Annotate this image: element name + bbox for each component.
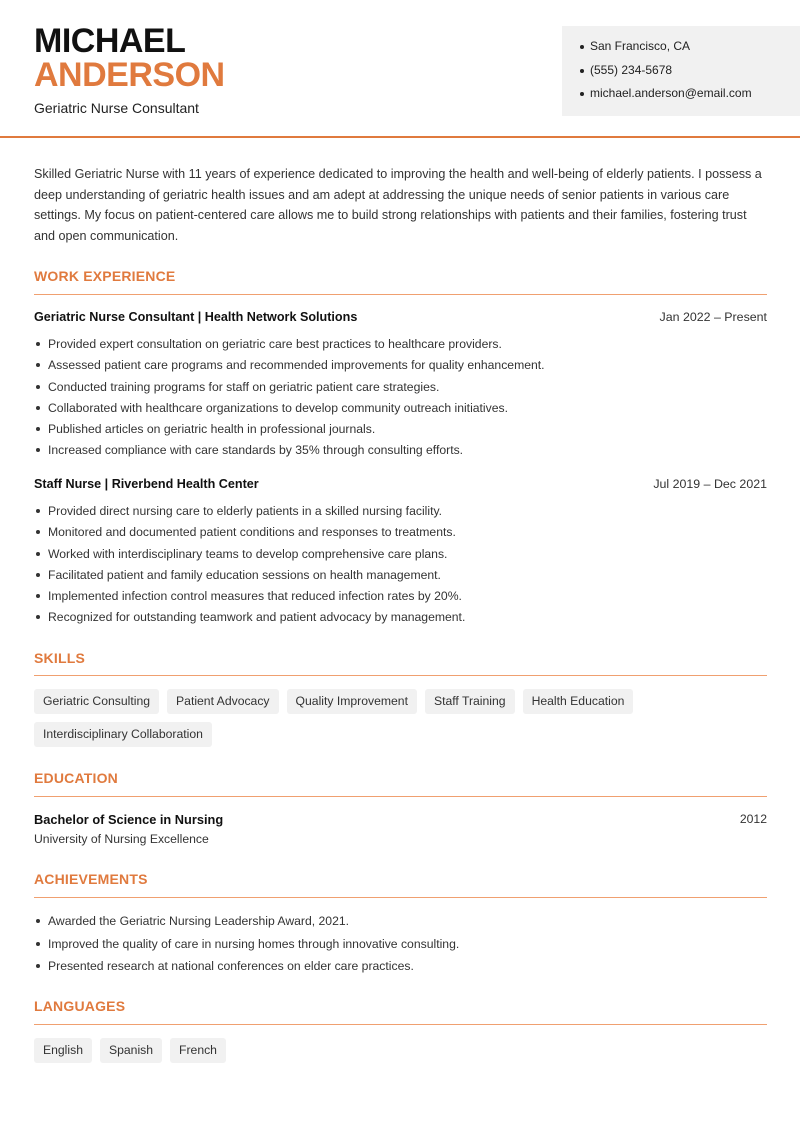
list-item-text: Recognized for outstanding teamwork and patient advocacy by management. (48, 610, 466, 625)
job-role: Staff Nurse | Riverbend Health Center (34, 477, 259, 491)
skill-chip: Quality Improvement (287, 689, 417, 714)
list-item (34, 546, 767, 567)
list-item-text: Provided expert consultation on geriatric care best practices to healthcare providers. (48, 337, 502, 351)
first-name: MICHAEL (34, 22, 186, 60)
list-item (34, 567, 767, 588)
list-item-text: Conducted training programs for staff on geriatric patient care strategies. (48, 379, 440, 394)
education-degree: Bachelor of Science in Nursing (34, 812, 224, 827)
section-divider (34, 675, 767, 676)
job-header-1 (34, 310, 767, 324)
bullet-icon (36, 530, 40, 534)
bullet-icon (36, 615, 40, 619)
section-title-work: WORK EXPERIENCE (34, 268, 176, 284)
list-item (34, 379, 767, 400)
list-item-text: Published articles on geriatric health in professional journals. (48, 422, 376, 437)
job-dates: Jan 2022 – Present (659, 310, 767, 324)
bullet-icon (36, 552, 40, 556)
bullet-icon (36, 964, 40, 968)
language-chip: Spanish (100, 1038, 162, 1063)
language-chip: English (34, 1038, 92, 1063)
education-year: 2012 (739, 812, 767, 826)
contact-email-text: michael.anderson@email.com (590, 86, 752, 100)
list-item-text: Provided direct nursing care to elderly patients in a skilled nursing facility. (48, 504, 443, 518)
bullet-icon (36, 919, 40, 923)
list-item-text: Presented research at national conferences on elder care practices. (48, 959, 414, 973)
list-item-text: Assessed patient care programs and recommended improvements for quality enhancement. (48, 358, 545, 373)
bullet-icon (36, 427, 40, 431)
bullet-icon (36, 942, 40, 946)
list-item (34, 936, 767, 959)
contact-email (580, 85, 800, 109)
skill-chip: Geriatric Consulting (34, 689, 159, 714)
job-bullets-2 (34, 503, 767, 631)
list-item (34, 357, 767, 378)
list-item (34, 524, 767, 545)
skill-chip: Interdisciplinary Collaboration (34, 722, 212, 747)
bullet-icon (580, 92, 584, 96)
skill-chip: Health Education (523, 689, 634, 714)
last-name: ANDERSON (34, 56, 225, 94)
job-bullets-1 (34, 336, 767, 464)
contact-phone (580, 62, 800, 86)
list-item (34, 609, 767, 630)
contact-location (580, 38, 800, 62)
resume-header (0, 0, 800, 138)
section-divider (34, 796, 767, 797)
job-role: Geriatric Nurse Consultant | Health Network Solutions (34, 310, 358, 324)
list-item-text: Collaborated with healthcare organizations to develop community outreach initiatives. (48, 400, 508, 415)
contact-location-text: San Francisco, CA (590, 39, 691, 53)
bullet-icon (36, 406, 40, 410)
list-item (34, 336, 767, 357)
section-divider (34, 1024, 767, 1025)
bullet-icon (580, 69, 584, 73)
summary-paragraph: Skilled Geriatric Nurse with 11 years of experience dedicated to improving the health and well-being of elderly patients. I possess a deep understanding of geriatric health issues and am adept at addressing the unique needs of senior patients in various care settings. My focus on patient-centered care allows me to build strong relationships with patients and their families, fostering trust and open communication. (34, 167, 762, 243)
list-item-text: Facilitated patient and family education sessions on health management. (48, 567, 441, 582)
education-school: University of Nursing Excellence (34, 832, 209, 846)
list-item-text: Increased compliance with care standards by 35% through consulting efforts. (48, 443, 464, 458)
bullet-icon (36, 363, 40, 367)
list-item-text: Awarded the Geriatric Nursing Leadership Award, 2021. (48, 914, 350, 928)
list-item (34, 400, 767, 421)
education-header (34, 812, 767, 827)
list-item-text: Worked with interdisciplinary teams to develop comprehensive care plans. (48, 546, 448, 561)
bullet-icon (36, 448, 40, 452)
list-item (34, 913, 767, 936)
job-title: Geriatric Nurse Consultant (34, 100, 199, 116)
job-dates: Jul 2019 – Dec 2021 (653, 477, 767, 491)
job-header-2 (34, 477, 767, 491)
list-item-text: Improved the quality of care in nursing homes through innovative consulting. (48, 936, 460, 951)
achievements-list (34, 913, 767, 981)
skills-list (34, 689, 774, 747)
list-item (34, 421, 767, 442)
section-divider (34, 294, 767, 295)
section-title-achievements: ACHIEVEMENTS (34, 871, 148, 887)
contact-box (562, 26, 800, 116)
bullet-icon (36, 385, 40, 389)
bullet-icon (36, 342, 40, 346)
section-title-languages: LANGUAGES (34, 998, 126, 1014)
bullet-icon (36, 594, 40, 598)
contact-phone-text: (555) 234-5678 (590, 62, 673, 77)
bullet-icon (36, 573, 40, 577)
section-divider (34, 897, 767, 898)
list-item (34, 958, 767, 981)
skill-chip: Patient Advocacy (167, 689, 279, 714)
language-chip: French (170, 1038, 226, 1063)
list-item-text: Monitored and documented patient conditions and responses to treatments. (48, 525, 456, 540)
bullet-icon (580, 45, 584, 49)
section-title-skills: SKILLS (34, 650, 85, 666)
list-item-text: Implemented infection control measures that reduced infection rates by 20%. (48, 589, 462, 604)
list-item (34, 588, 767, 609)
bullet-icon (36, 509, 40, 513)
list-item (34, 442, 767, 463)
list-item (34, 503, 767, 524)
section-title-education: EDUCATION (34, 770, 118, 786)
languages-list (34, 1038, 774, 1063)
skill-chip: Staff Training (425, 689, 515, 714)
